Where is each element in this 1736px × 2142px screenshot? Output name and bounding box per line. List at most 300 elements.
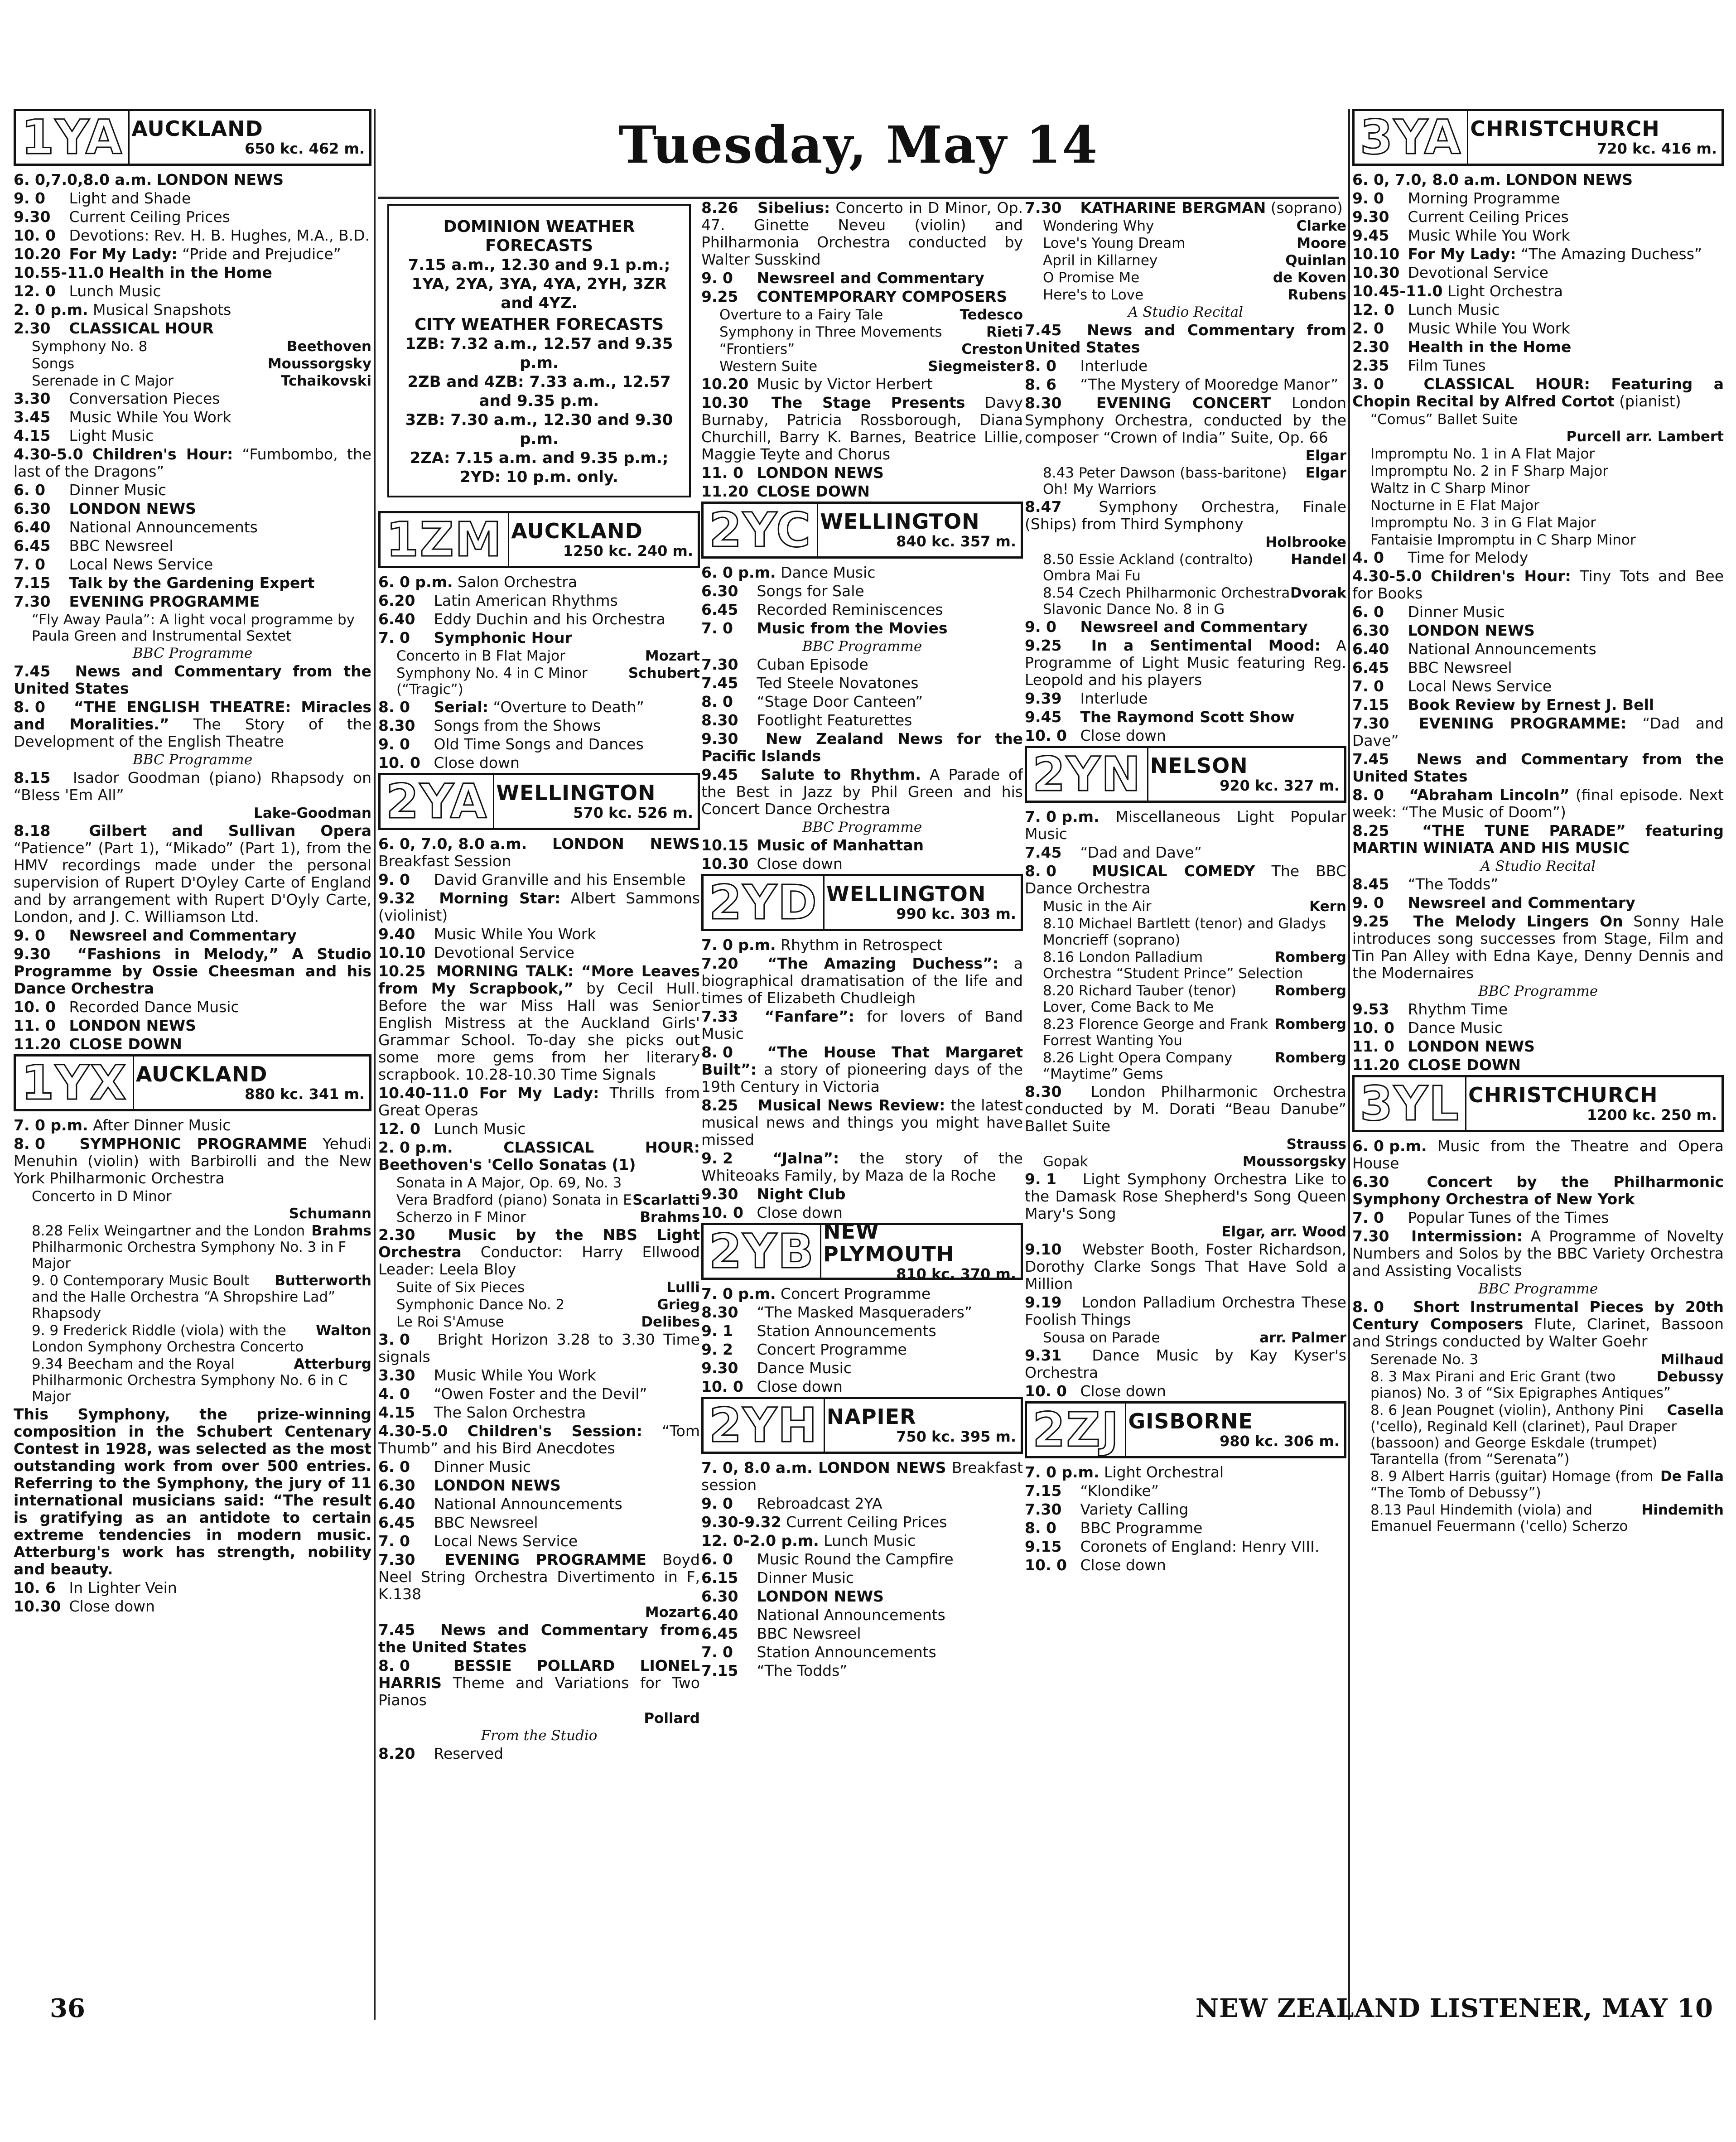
item-text: Suite of Six Pieces <box>396 1279 525 1296</box>
entry-time: 9.30 <box>701 1186 738 1203</box>
station-frequency: 840 kc. 357 m. <box>896 533 1016 550</box>
entry-time: 4.30-5.0 <box>14 446 83 463</box>
programme-entry <box>1025 498 1346 533</box>
entry-text: Old Time Songs and Dances <box>434 736 644 753</box>
programme-entry <box>701 583 1023 600</box>
programme-credit: BBC Programme <box>132 752 253 768</box>
station-city: NEW PLYMOUTH <box>823 1219 955 1266</box>
programme-item <box>1025 235 1346 251</box>
entry-time: 3. 0 <box>378 1331 410 1348</box>
entry-time: 6.30 <box>701 583 738 600</box>
entry-text: Variety Calling <box>1080 1501 1189 1518</box>
entry-text: The BBC Dance Orchestra <box>1025 863 1346 897</box>
programme-item <box>378 665 700 698</box>
entry-text: “The Todds” <box>1408 876 1499 893</box>
entry-time: 6.40 <box>378 1496 415 1513</box>
programme-item <box>1352 480 1724 497</box>
entry-title: CLOSE DOWN <box>1408 1057 1521 1074</box>
programme-entry <box>1352 1228 1724 1279</box>
entry-time: 9. 0 <box>378 736 410 753</box>
entry-text: Dinner Music <box>69 482 167 499</box>
composer: Creston <box>961 341 1023 357</box>
entry-text: Close down <box>1080 1383 1166 1400</box>
station-header <box>378 511 700 568</box>
programme-entry <box>1025 808 1346 843</box>
composer: Mozart <box>645 1604 700 1621</box>
entry-title: This Symphony, the prize-winning composition in the Schubert Centenary Contest in 1928, was selected as the most outstanding work from over 500 entries. Referring to the Symphony, the jury of 11 international musicians said: “The result is gratifying as an antidote to certain extreme tendencies in modern music. Atterburg's work has strength, nobility and beauty. <box>14 1406 371 1578</box>
entry-title: Serial: <box>434 699 489 716</box>
entry-text: Station Announcements <box>757 1644 936 1661</box>
programme-item <box>1352 411 1724 428</box>
station-callsign: 2YH <box>709 1398 818 1453</box>
programme-entry <box>701 693 1023 710</box>
entry-text: “The Mystery of Mooredge Manor” <box>1080 376 1339 393</box>
programme-item <box>14 373 371 389</box>
composer: Kern <box>1309 898 1346 915</box>
programme-entry <box>378 717 700 734</box>
entry-title: LONDON NEWS <box>156 171 284 188</box>
entry-text: Close down <box>69 1598 155 1615</box>
programme-item <box>1352 1369 1724 1401</box>
entry-text: Rhythm Time <box>1408 1001 1508 1018</box>
item-text: Music in the Air <box>1043 898 1152 915</box>
entry-time: 7. 0 <box>1352 1209 1384 1226</box>
programme-item <box>1025 551 1346 584</box>
entry-title: LONDON NEWS <box>1408 1038 1535 1055</box>
programme-entry <box>1025 1464 1346 1481</box>
programme-entry <box>701 464 1023 482</box>
entry-time: 9.25 <box>1025 637 1062 654</box>
entry-title: Music by the NBS Light Orchestra <box>378 1226 700 1261</box>
station-frequency: 1200 kc. 250 m. <box>1587 1106 1717 1124</box>
programme-item <box>1025 270 1346 286</box>
entry-title: Children's Hour: <box>92 446 233 463</box>
entry-time: 8.30 <box>701 712 738 729</box>
station-city: WELLINGTON <box>820 509 980 534</box>
item-text: Sousa on Parade <box>1043 1330 1160 1346</box>
entry-text: Songs for Sale <box>757 583 864 600</box>
station-city: GISBORNE <box>1128 1409 1253 1433</box>
item-text: Symphony No. 8 <box>32 338 148 355</box>
entry-text: Devotions: Rev. H. B. Hughes, M.A., B.D. <box>69 227 370 244</box>
entry-title: The Stage Presents <box>771 394 965 411</box>
programme-credit: BBC Programme <box>802 819 922 835</box>
entry-time: 3.45 <box>14 409 51 426</box>
entry-text: A Parade of the Best in Jazz by Phil Green and his Concert Dance Orchestra <box>701 766 1023 818</box>
programme-entry <box>14 427 371 444</box>
entry-time: 7.45 <box>1352 751 1389 768</box>
programme-credit: From the Studio <box>481 1727 598 1744</box>
programme-entry <box>701 1606 1023 1624</box>
programme-entry <box>701 1285 1023 1303</box>
programme-entry <box>14 663 371 697</box>
station-callsign: 1YA <box>21 110 123 165</box>
entry-text: by Cecil Hull. Before the war Miss Hall was Senior English Mistress at the Auckland Girls' Grammar School. To-day she picks out some more gems from her literary scrapbook. 10.28-10.30 Time Signals <box>378 979 700 1083</box>
page-number: 36 <box>50 1993 85 2023</box>
entry-time: 7.30 <box>14 593 51 610</box>
entry-time: 7. 0 p.m. <box>701 936 776 954</box>
entry-text: Bright Horizon 3.28 to 3.30 Time signals <box>378 1331 700 1365</box>
entry-time: 6. 0 <box>701 1551 733 1568</box>
entry-text: Close down <box>757 1378 843 1395</box>
programme-entry <box>378 1385 700 1403</box>
entry-text: Dinner Music <box>1408 603 1505 621</box>
composer: Casella <box>1667 1402 1724 1418</box>
entry-text: Film Tunes <box>1408 357 1486 374</box>
entry-text: (soprano) <box>1270 199 1343 217</box>
programme-item <box>701 358 1023 375</box>
composer: Tedesco <box>960 307 1023 323</box>
entry-text: A Programme of Light Music featuring Reg. Leopold and his players <box>1025 637 1346 689</box>
entry-time: 9. 1 <box>701 1322 733 1340</box>
entry-text: National Announcements <box>434 1496 622 1513</box>
entry-time: 7.30 <box>1025 199 1062 217</box>
entry-text: The Story of the Development of the English Theatre <box>14 715 371 750</box>
programme-entry <box>1025 1347 1346 1381</box>
entry-title: Intermission: <box>1411 1228 1523 1245</box>
programme-item <box>378 1710 700 1727</box>
item-text: 8.50 Essie Ackland (contralto) Ombra Mai Fu <box>1043 551 1254 584</box>
entry-time: 11. 0 <box>701 464 743 482</box>
entry-text: Breakfast Session <box>378 852 511 870</box>
entry-time: 10. 0 <box>378 754 420 772</box>
entry-time: 10. 0 <box>14 999 56 1016</box>
entry-text: Breakfast session <box>701 1459 1023 1494</box>
item-text: 8.23 Florence George and Frank Forrest Wanting You <box>1043 1016 1268 1049</box>
composer: Lulli <box>666 1279 700 1296</box>
entry-text: Ted Steele Novatones <box>757 675 919 692</box>
programme-entry <box>1352 1057 1724 1074</box>
entry-text: “Stage Door Canteen” <box>757 693 923 710</box>
programme-entry <box>701 675 1023 692</box>
entry-text: Songs from the Shows <box>434 717 601 734</box>
programme-entry <box>378 963 700 1083</box>
programme-entry <box>14 1017 371 1034</box>
item-text: Impromptu No. 3 in G Flat Major <box>1370 515 1596 531</box>
programme-entry <box>1352 1019 1724 1037</box>
weather-line: 3ZB: 7.30 a.m., 12.30 and 9.30 p.m. <box>405 411 673 448</box>
entry-title: LONDON NEWS <box>757 1588 884 1605</box>
item-text: 8.10 Michael Bartlett (tenor) and Gladys Moncrieff (soprano) <box>1043 916 1326 948</box>
programme-entry <box>378 1404 700 1421</box>
programme-item <box>1352 515 1724 531</box>
entry-text: Conductor: Harry Ellwood Leader: Leela Bloy <box>378 1243 700 1278</box>
entry-time: 9. 0 <box>1352 894 1384 912</box>
entry-time: 9. 0 <box>378 871 410 888</box>
composer: Mozart <box>645 648 700 664</box>
entry-time: 7.30 <box>1025 1501 1062 1518</box>
entry-time: 9.53 <box>1352 1001 1389 1018</box>
entry-title: CLASSICAL HOUR <box>69 320 214 337</box>
programme-credit: BBC Programme <box>1478 1281 1598 1297</box>
programme-entry <box>701 1644 1023 1661</box>
entry-time: 10. 6 <box>14 1579 56 1597</box>
entry-text: “Klondike” <box>1080 1482 1159 1500</box>
item-text: 8.20 Richard Tauber (tenor) Lover, Come Back to Me <box>1043 983 1237 1015</box>
entry-time: 7. 0 p.m. <box>701 1285 776 1303</box>
programme-entry <box>14 574 371 592</box>
entry-time: 9.30 <box>701 1360 738 1377</box>
programme-entry <box>378 1139 700 1173</box>
item-text: 8. 3 Max Pirani and Eric Grant (two pianos) No. 3 of “Six Epigraphes Antiques” <box>1370 1369 1671 1401</box>
composer: Rieti <box>986 324 1023 340</box>
station-header <box>1025 1401 1346 1458</box>
programme-entry <box>1352 822 1724 857</box>
programme-entry <box>701 712 1023 729</box>
entry-text: Cuban Episode <box>757 656 868 673</box>
station-city: AUCKLAND <box>511 519 643 543</box>
column-5 <box>1352 109 1724 1535</box>
item-text: Wondering Why <box>1043 218 1154 234</box>
entry-title: Night Club <box>757 1186 846 1203</box>
column-1 <box>14 109 371 1616</box>
entry-time: 6. 0,7.0,8.0 a.m. <box>14 171 152 188</box>
entry-text: Music While You Work <box>434 1367 596 1384</box>
composer: Elgar <box>1305 448 1346 464</box>
programme-item <box>701 324 1023 340</box>
item-text: Waltz in C Sharp Minor <box>1370 480 1530 497</box>
entry-text: Dance Music <box>757 1360 852 1377</box>
entry-time: 8. 0 <box>1025 863 1056 880</box>
entry-text: Latin American Rhythms <box>434 592 618 609</box>
entry-text: Interlude <box>1080 690 1148 707</box>
item-text: Overture to a Fairy Tale <box>719 307 883 323</box>
programme-entry <box>378 1226 700 1278</box>
station-info <box>493 775 698 828</box>
entry-title: “Abraham Lincoln” <box>1409 786 1570 804</box>
item-text: 8.13 Paul Hindemith (viola) and Emanuel Feuermann ('cello) Scherzo <box>1370 1502 1628 1534</box>
item-text: Impromptu No. 1 in A Flat Major <box>1370 446 1595 462</box>
programme-entry <box>1352 715 1724 749</box>
programme-entry <box>701 1459 1023 1494</box>
programme-entry <box>1025 1557 1346 1574</box>
entry-time: 2.30 <box>14 320 51 337</box>
entry-time: 9. 2 <box>701 1341 733 1358</box>
item-text: “Frontiers” <box>719 341 795 357</box>
item-text: Symphonic Dance No. 2 <box>396 1297 565 1313</box>
programme-item <box>1025 916 1346 948</box>
programme-entry <box>378 736 700 753</box>
entry-text: Close down <box>757 855 843 873</box>
entry-title: EVENING PROGRAMME <box>69 593 260 610</box>
programme-entry <box>378 944 700 961</box>
programme-entry <box>14 1135 371 1187</box>
station-frequency: 1250 kc. 240 m. <box>563 542 693 560</box>
station-frequency: 880 kc. 341 m. <box>245 1085 365 1103</box>
programme-entry <box>701 1495 1023 1512</box>
entry-text: Local News Service <box>1408 678 1552 695</box>
entry-time: 4. 0 <box>1352 549 1384 566</box>
entry-title: MORNING TALK: “More Leaves from My Scrapbook,” <box>378 963 700 997</box>
programme-entry <box>1025 1538 1346 1555</box>
entry-time: 10.30 <box>701 855 749 873</box>
station-frequency: 720 kc. 416 m. <box>1597 140 1717 157</box>
entry-title: Musical News Review: <box>757 1097 945 1114</box>
station-info <box>820 1219 1021 1283</box>
station-header <box>701 874 1023 931</box>
programme-entry <box>701 483 1023 500</box>
programme-entry <box>701 766 1023 818</box>
composer: Lake-Goodman <box>254 805 371 821</box>
entry-title: LONDON NEWS <box>434 1477 561 1494</box>
entry-time: 2.30 <box>1352 338 1389 356</box>
programme-entry <box>1352 171 1724 188</box>
station-callsign: 2YA <box>386 774 488 829</box>
entry-text: Music While You Work <box>1408 227 1570 244</box>
station-info <box>133 1057 369 1109</box>
entry-time: 9. 0 <box>14 927 45 944</box>
programme-entry <box>14 1406 371 1578</box>
programme-entry <box>1352 696 1724 714</box>
entry-time: 11. 0 <box>14 1017 56 1034</box>
programme-entry <box>14 301 371 318</box>
entry-text: A Programme of Novelty Numbers and Solos by the BBC Variety Orchestra and Assisting Vocalists <box>1352 1228 1724 1279</box>
composer: arr. Palmer <box>1259 1330 1346 1346</box>
item-text: April in Killarney <box>1043 252 1158 269</box>
station-city: CHRISTCHURCH <box>1470 116 1660 141</box>
entry-text: Music While You Work <box>434 926 596 943</box>
entry-time: 2.30 <box>378 1226 415 1244</box>
entry-title: BESSIE POLLARD LIONEL HARRIS <box>378 1657 700 1692</box>
entry-time: 12. 0 <box>1352 301 1394 318</box>
programme-entry <box>378 1331 700 1365</box>
programme-entry <box>14 822 371 926</box>
weather-line: 7.15 a.m., 12.30 and 9.1 p.m.; 1YA, 2YA, 3YA, 4YA, 2YH, 3ZR and 4YZ. <box>408 256 670 312</box>
programme-entry <box>378 611 700 628</box>
programme-item <box>1025 448 1346 464</box>
programme-entry <box>14 171 371 188</box>
item-text: Gopak <box>1043 1153 1088 1170</box>
programme-entry <box>1352 1173 1724 1208</box>
composer: Grieg <box>657 1297 700 1313</box>
entry-time: 7. 0 p.m. <box>1025 1464 1099 1481</box>
entry-time: 6. 0 <box>378 1458 410 1476</box>
entry-time: 9.19 <box>1025 1294 1062 1311</box>
programme-item <box>1025 898 1346 915</box>
programme-entry <box>1352 641 1724 658</box>
entry-time: 8. 0 <box>1025 357 1056 375</box>
programme-item <box>1025 1050 1346 1082</box>
entry-text: Devotional Service <box>1408 264 1548 281</box>
entry-time: 12. 0 <box>14 283 56 300</box>
entry-time: 6.45 <box>701 601 738 618</box>
entry-text: Footlight Featurettes <box>757 712 912 729</box>
item-text: Love's Young Dream <box>1043 235 1186 251</box>
programme-entry <box>701 855 1023 873</box>
programme-entry <box>14 699 371 750</box>
entry-time: 8. 0 <box>1352 786 1384 804</box>
programme-entry <box>378 1551 700 1603</box>
programme-entry <box>1352 1209 1724 1226</box>
programme-entry <box>701 1322 1023 1340</box>
entry-title: New Zealand News for the Pacific Islands <box>701 730 1023 765</box>
programme-entry <box>378 1120 700 1138</box>
programme-entry <box>378 1367 700 1384</box>
programme-item <box>1025 1330 1346 1346</box>
programme-entry <box>701 1378 1023 1395</box>
programme-entry <box>701 1532 1023 1549</box>
entry-text: London Philharmonic Orchestra conducted by M. Dorati “Beau Danube” Ballet Suite <box>1025 1083 1346 1135</box>
composer: Siegmeister <box>928 358 1023 375</box>
programme-entry <box>378 1657 700 1709</box>
entry-time: 7.30 <box>378 1551 415 1568</box>
entry-time: 10. 0 <box>1352 1019 1394 1037</box>
entry-title: Gilbert and Sullivan Opera <box>89 822 371 839</box>
entry-text: Recorded Dance Music <box>69 999 239 1016</box>
entry-text: for lovers of Band Music <box>701 1008 1023 1042</box>
programme-entry <box>14 1117 371 1134</box>
entry-time: 10. 0 <box>1025 1557 1067 1574</box>
entry-time: 4.30-5.0 <box>378 1423 448 1440</box>
entry-text: Time for Melody <box>1408 549 1529 566</box>
entry-time: 10.45-11.0 <box>1352 283 1443 300</box>
entry-time: 8.30 <box>1025 1083 1062 1100</box>
composer: Strauss <box>1286 1136 1346 1153</box>
column-2 <box>378 199 700 1764</box>
entry-text: (pianist) <box>1619 392 1681 410</box>
entry-time: 7.15 <box>1025 1482 1062 1500</box>
composer: Quinlan <box>1285 252 1346 269</box>
station-info <box>508 513 698 566</box>
entry-text: London Palladium Orchestra These Foolish Things <box>1025 1294 1346 1328</box>
item-text: Fantaisie Impromptu in C Sharp Minor <box>1370 532 1636 548</box>
entry-time: 6. 0 p.m. <box>1352 1138 1427 1155</box>
programme-entry <box>378 1496 700 1513</box>
entry-time: 2. 0 p.m. <box>378 1139 453 1156</box>
entry-time: 8. 6 <box>1025 376 1056 393</box>
programme-item <box>14 1206 371 1222</box>
programme-entry <box>1025 1383 1346 1400</box>
entry-title: Music of Manhattan <box>757 837 924 854</box>
station-city: AUCKLAND <box>131 116 263 141</box>
programme-entry <box>14 593 371 610</box>
programme-entry <box>1025 727 1346 744</box>
entry-time: 2. 0 <box>1352 320 1384 337</box>
entry-text: Popular Tunes of the Times <box>1408 1209 1609 1226</box>
station-header <box>1352 1075 1724 1132</box>
programme-entry <box>14 409 371 426</box>
programme-entry <box>14 482 371 499</box>
programme-item <box>1025 287 1346 303</box>
programme-entry <box>1352 190 1724 207</box>
composer: De Falla <box>1660 1468 1724 1485</box>
programme-entry <box>701 1008 1023 1042</box>
entry-time: 8.30 <box>1025 395 1062 412</box>
entry-text: In Lighter Vein <box>69 1579 177 1597</box>
programme-entry <box>1352 603 1724 621</box>
programme-entry <box>14 190 371 207</box>
entry-text: Rhythm in Retrospect <box>781 936 943 954</box>
programme-entry <box>701 199 1023 268</box>
programme-entry <box>378 1477 700 1494</box>
programme-entry <box>14 769 371 804</box>
entry-text: Music from the Theatre and Opera House <box>1352 1138 1724 1172</box>
programme-entry <box>1352 376 1724 410</box>
station-city: WELLINGTON <box>496 781 656 805</box>
entry-time: 10.25 <box>378 963 426 980</box>
programme-entry <box>14 1598 371 1615</box>
programme-entry <box>701 394 1023 463</box>
programme-item <box>378 648 700 664</box>
column-3 <box>701 199 1023 1681</box>
entry-text: “Dad and Dave” <box>1080 844 1202 861</box>
entry-time: 9.25 <box>701 288 738 305</box>
entry-text: Current Ceiling Prices <box>69 208 230 226</box>
entry-title: Short Instrumental Pieces by 20th Century Composers <box>1352 1298 1724 1333</box>
item-text: Here's to Love <box>1043 287 1144 303</box>
programme-entry <box>14 1036 371 1053</box>
entry-title: LONDON NEWS <box>1505 171 1633 188</box>
